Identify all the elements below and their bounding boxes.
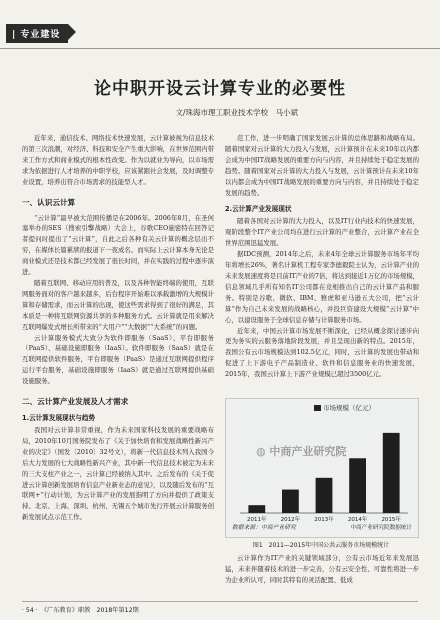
subsection-heading: 1.云计算发展现状与趋势 [22, 414, 96, 423]
right-column [225, 133, 419, 380]
paragraph: 随着各国对云计算的大力投入，以及IT行业内技术的快速发展，观阶段整个IT产业公司均在进行云计算的产业整合，云计算产业在全世界范围迅猛发展。 [225, 217, 419, 248]
x-tick-label: 2012年 [280, 517, 301, 523]
figure-caption: 图1 2011—2015年中国公共云服务市场规模统计 [252, 542, 390, 549]
paragraph: “云计算”最早被大范围传播是在2006年。2006年8月，在圣何塞举办的SES（搜索引擎战略）大会上，谷歌CEO施密特在回答记者提问时提出了“云计算”，自此之后各种有关云计算的概念层出不穷，在媒体长篇累牍的报道下一夜成名。而实际上云计算本身无论是商业模式还是技术都已经发展了很长时间，并在实践的过程中逐步演进。 [22, 213, 214, 277]
x-tick-label: 2015年 [381, 517, 401, 523]
paragraph: 随着互联网、移动应用的普及，以及各种智能终端的使用，互联网服务面对的客户越来越多，后台程序开始难以承载激增的大规模计算和存储需求，而云计算的出现，使这些需求得到了很好的满足，其本质是一种将互联网资源共享的多种服务方式。云计算就是用来解决互联网爆发式增长所带来的“大用户”“大数据”“大系统”的问题。 [22, 278, 214, 331]
bar [248, 505, 265, 513]
right-column-continued [225, 553, 419, 586]
x-tick-label: 2011年 [247, 517, 267, 523]
paragraph: 范工作，进一步明确了国家发展云计算的总体思路和战略布局。随着国家对云计算的大力投入与发展，云计算预计在未来10年以内都会成为中国IT战略发展的重要方向与内容，并且持续处于稳定发展的趋势。随着国家对云计算的大力投入与发展，云计算预计在未来10年以内都会成为中国IT战略发展的重要方向与内容，并且持续处于稳定发展的趋势。 [225, 134, 419, 197]
x-tick-label: 2014年 [347, 517, 368, 523]
chart-canvas [226, 399, 418, 537]
x-tick-label: 2013年 [314, 517, 334, 523]
article-title: 论中职开设云计算专业的必要性 [94, 79, 346, 99]
paragraph: 近年来，中国云计算市场发展不断深化，已经从概念探讨逐步向更为务实的云服务落地阶段发展，并且呈现出新的特点。2015年，我国公有云市场规模达到102.5亿元，同时，云计算的发展也带动和促进了上下游电子产品制造业、软件和信息服务业的快速发展，2015年，我国云计算上下游产业规模已超过3500亿元。 [225, 326, 419, 379]
bar [282, 490, 299, 513]
subsection-heading: 2.云计算产业发展现状 [225, 205, 292, 214]
chart-watermark: ◍ 中商产业研究院 [256, 445, 347, 458]
section-heading-1: 一、认识云计算 [22, 197, 76, 207]
paragraph: 云计算服务模式大致分为软件即服务（SaaS）、平台即服务（PaaS）、基础设施即服务（IaaS）。软件即服务（SaaS）就是在互联网提供软件服务，平台即服务（PaaS）是通过互联网提供程序运行平台服务，基础设施即服务（IaaS）就是通过互联网提供基础设施服务。 [22, 333, 214, 386]
chart-title: 市场规模（亿元） [323, 404, 375, 412]
bar [316, 478, 333, 513]
header-rule [0, 48, 440, 49]
paragraph: 我国对云计算非常重视，作为未来国家科技发展的重要战略布局，2010年10月国务院发布了《关于加快培育和发展战略性新兴产业的决定》（国发〔2010〕32号文），将新一代信息技术列入我国今后大力发展的七大战略性新兴产业，其中新一代信息技术被定为未来的三大支柱产业之一，云计算已经被纳入其中。之后发布的《关于促进云计算创新发展培育信息产业新业态的意见》，以及随后发布的“互联网+”行动计划，为云计算产业的发展指明了方向并提供了政策支持。北京、上海、深圳、杭州、无锡五个城市先行开展云计算服务创新发展试点示范工作。 [22, 426, 214, 522]
intro-paragraph: 近年来，通信技术、网络技术快速发展，云计算被视为信息技术的第三次浪潮，对经济、科技和安全产生重大影响，在世界范围内带来工作方式和商业模式的根本性改变。作为以就业为导向，以市场需求为依据进行人才培养的中职学校，应该紧跟社会发展，及时调整专业设置，培养出符合市场需求的技能型人才。 [22, 134, 214, 186]
footer-rule [22, 601, 418, 602]
chart-note: 中商产业研究院数据统计 [350, 525, 412, 531]
section-tag: | 专业建设 [6, 24, 68, 43]
paragraph: 据IDC预测，2014年之后，未来4年全球云计算服务市场年平均年将增长26%，著名计算机工程专家李德毅院士认为，云计算产业的未来发展速度将是目前IT产业的7倍，将达到接近1万亿的市场规模，信息领域几乎所有知名IT公司都在竞相推出自己的云计算产品和服务。特别是谷歌、微软、IBM、雅虎和亚马逊五大公司，把“云计算”作为自己未来发展的战略核心，并投巨资建设大规模“云计算”中心，以建设服务于全球信息存储与计算服务市场。 [225, 250, 419, 324]
market-size-chart [225, 398, 419, 538]
section-heading-2: 二、云计算产业发展及人才需求 [22, 397, 129, 407]
page-footer: · 54 · 《广东教育》职教 2018年第12期 [22, 607, 139, 614]
bar [349, 458, 366, 513]
chart-source: 数据来源：中商产业研究 [232, 525, 296, 531]
paragraph: 云计算作为IT产业的关键领域部分，公有云市场近年来发展迅猛，未来伴随着技术的进一步完善，公有云安全性、可靠性将进一步为企业所认可，同时其特有的灵活配置、低成 [225, 554, 419, 584]
article-byline: 文/珠海市理工职业技术学校 马小斌 [175, 108, 298, 117]
left-column [22, 133, 214, 523]
bar [383, 433, 400, 513]
